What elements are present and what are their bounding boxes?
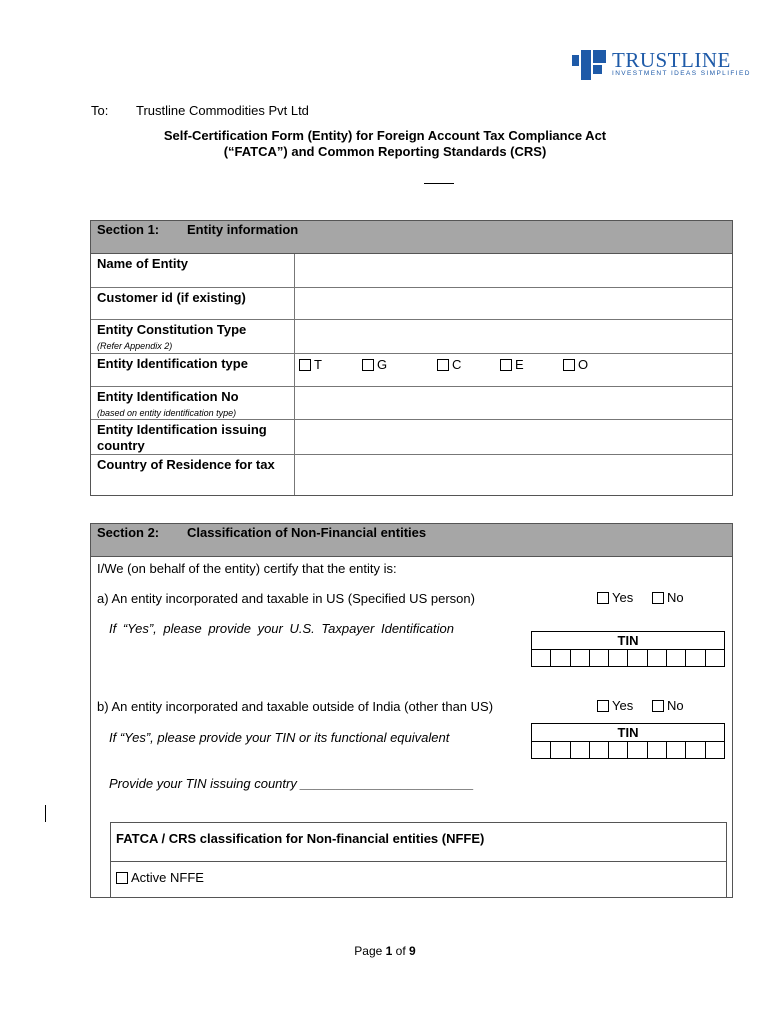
- page-mid: of: [392, 944, 410, 958]
- brand-name: TRUSTLINE: [612, 48, 731, 72]
- identification-no-label: [97, 389, 293, 421]
- checkbox-icon[interactable]: [652, 700, 664, 712]
- checkbox-icon[interactable]: [563, 359, 575, 371]
- section-1: [90, 220, 733, 496]
- no-label: No: [667, 698, 684, 713]
- nffe-divider: [111, 861, 726, 862]
- checkbox-icon[interactable]: [116, 872, 128, 884]
- row-tax-residence: [91, 455, 732, 495]
- nffe-heading: FATCA / CRS classification for Non-financial entities (NFFE): [116, 831, 485, 846]
- tin-cells[interactable]: [532, 742, 724, 758]
- row-customer-id: [91, 288, 732, 320]
- row-issuing-country: [91, 420, 732, 455]
- form-title-line1: Self-Certification Form (Entity) for Foreign Account Tax Compliance Act: [163, 128, 607, 143]
- question-a: a) An entity incorporated and taxable in US (Specified US person): [97, 591, 475, 606]
- yes-label: Yes: [612, 698, 634, 713]
- page-prefix: Page: [354, 944, 386, 958]
- entity-name-label: Name of Entity: [97, 256, 189, 271]
- tax-residence-label: Country of Residence for tax: [97, 457, 275, 472]
- tin-label: TIN: [532, 724, 724, 742]
- to-value: Trustline Commodities Pvt Ltd: [136, 103, 309, 118]
- tin-box-foreign[interactable]: [531, 723, 725, 759]
- title-divider: [424, 183, 454, 184]
- checkbox-icon[interactable]: [652, 592, 664, 604]
- checkbox-icon[interactable]: [362, 359, 374, 371]
- row-identification-type: [91, 354, 732, 387]
- entity-name-field[interactable]: [294, 254, 732, 287]
- checkbox-icon[interactable]: [597, 592, 609, 604]
- row-identification-no: [91, 387, 732, 420]
- section-1-title: Entity information: [187, 222, 299, 237]
- certify-intro: I/We (on behalf of the entity) certify that the entity is:: [97, 561, 397, 576]
- constitution-type-field[interactable]: [294, 320, 732, 353]
- no-label: No: [667, 590, 684, 605]
- question-a-note: If “Yes”, please provide your U.S. Taxpayer Identification: [109, 621, 454, 636]
- identification-no-field[interactable]: [294, 387, 732, 419]
- checkbox-icon[interactable]: [437, 359, 449, 371]
- question-b-no[interactable]: [652, 698, 684, 713]
- id-type-option-t[interactable]: [299, 357, 322, 372]
- tax-residence-field[interactable]: [294, 455, 732, 495]
- question-b-yes[interactable]: [597, 698, 633, 713]
- customer-id-field[interactable]: [294, 288, 732, 319]
- id-type-option-o[interactable]: [563, 357, 588, 372]
- form-title-line2: (“FATCA”) and Common Reporting Standards (CRS): [223, 144, 547, 159]
- question-a-yes[interactable]: [597, 590, 633, 605]
- identification-no-label-text: Entity Identification No: [97, 389, 239, 404]
- option-label: T: [314, 357, 322, 372]
- identification-type-label: Entity Identification type: [97, 356, 248, 371]
- constitution-type-label: [97, 322, 293, 354]
- page-number: [0, 944, 770, 958]
- addressee: [91, 103, 309, 118]
- id-type-option-e[interactable]: [500, 357, 524, 372]
- checkbox-icon[interactable]: [299, 359, 311, 371]
- customer-id-label: Customer id (if existing): [97, 290, 246, 305]
- tin-issuing-country[interactable]: Provide your TIN issuing country ________________________: [109, 776, 474, 791]
- question-a-no[interactable]: [652, 590, 684, 605]
- identification-type-options: [294, 354, 732, 386]
- option-label: E: [515, 357, 524, 372]
- constitution-type-label-text: Entity Constitution Type: [97, 322, 247, 337]
- id-type-option-g[interactable]: [362, 357, 387, 372]
- tin-box-us[interactable]: [531, 631, 725, 667]
- row-constitution-type: [91, 320, 732, 354]
- nffe-classification-box: [110, 822, 727, 898]
- yes-label: Yes: [612, 590, 634, 605]
- section-2: [90, 523, 733, 898]
- page-current: 1: [385, 944, 393, 958]
- section-1-header: [91, 221, 732, 254]
- constitution-type-sub: (Refer Appendix 2): [97, 341, 173, 351]
- option-label: O: [578, 357, 589, 372]
- active-nffe-option[interactable]: [116, 870, 204, 885]
- brand-tagline: INVESTMENT IDEAS SIMPLIFIED: [612, 70, 751, 77]
- section-2-header: [91, 524, 732, 557]
- section-2-title: Classification of Non-Financial entities: [187, 525, 427, 540]
- question-b-note: If “Yes”, please provide your TIN or its functional equivalent: [109, 730, 450, 745]
- page-total: 9: [409, 944, 416, 958]
- issuing-country-label: Entity Identification issuing country: [97, 422, 267, 453]
- active-nffe-label: Active NFFE: [131, 870, 204, 885]
- row-entity-name: [91, 254, 732, 288]
- section-2-number: Section 2:: [97, 525, 160, 540]
- id-type-option-c[interactable]: [437, 357, 461, 372]
- option-label: G: [377, 357, 388, 372]
- identification-no-sub: (based on entity identification type): [97, 408, 237, 418]
- checkbox-icon[interactable]: [500, 359, 512, 371]
- form-title: [90, 128, 680, 160]
- checkbox-icon[interactable]: [597, 700, 609, 712]
- tin-label: TIN: [532, 632, 724, 650]
- issuing-country-field[interactable]: [294, 420, 732, 454]
- option-label: C: [452, 357, 462, 372]
- section-1-number: Section 1:: [97, 222, 160, 237]
- trustline-logo-icon: [572, 50, 606, 80]
- question-b: b) An entity incorporated and taxable outside of India (other than US): [97, 699, 494, 714]
- text-cursor: [45, 805, 46, 822]
- tin-cells[interactable]: [532, 650, 724, 666]
- to-label: To:: [91, 103, 109, 118]
